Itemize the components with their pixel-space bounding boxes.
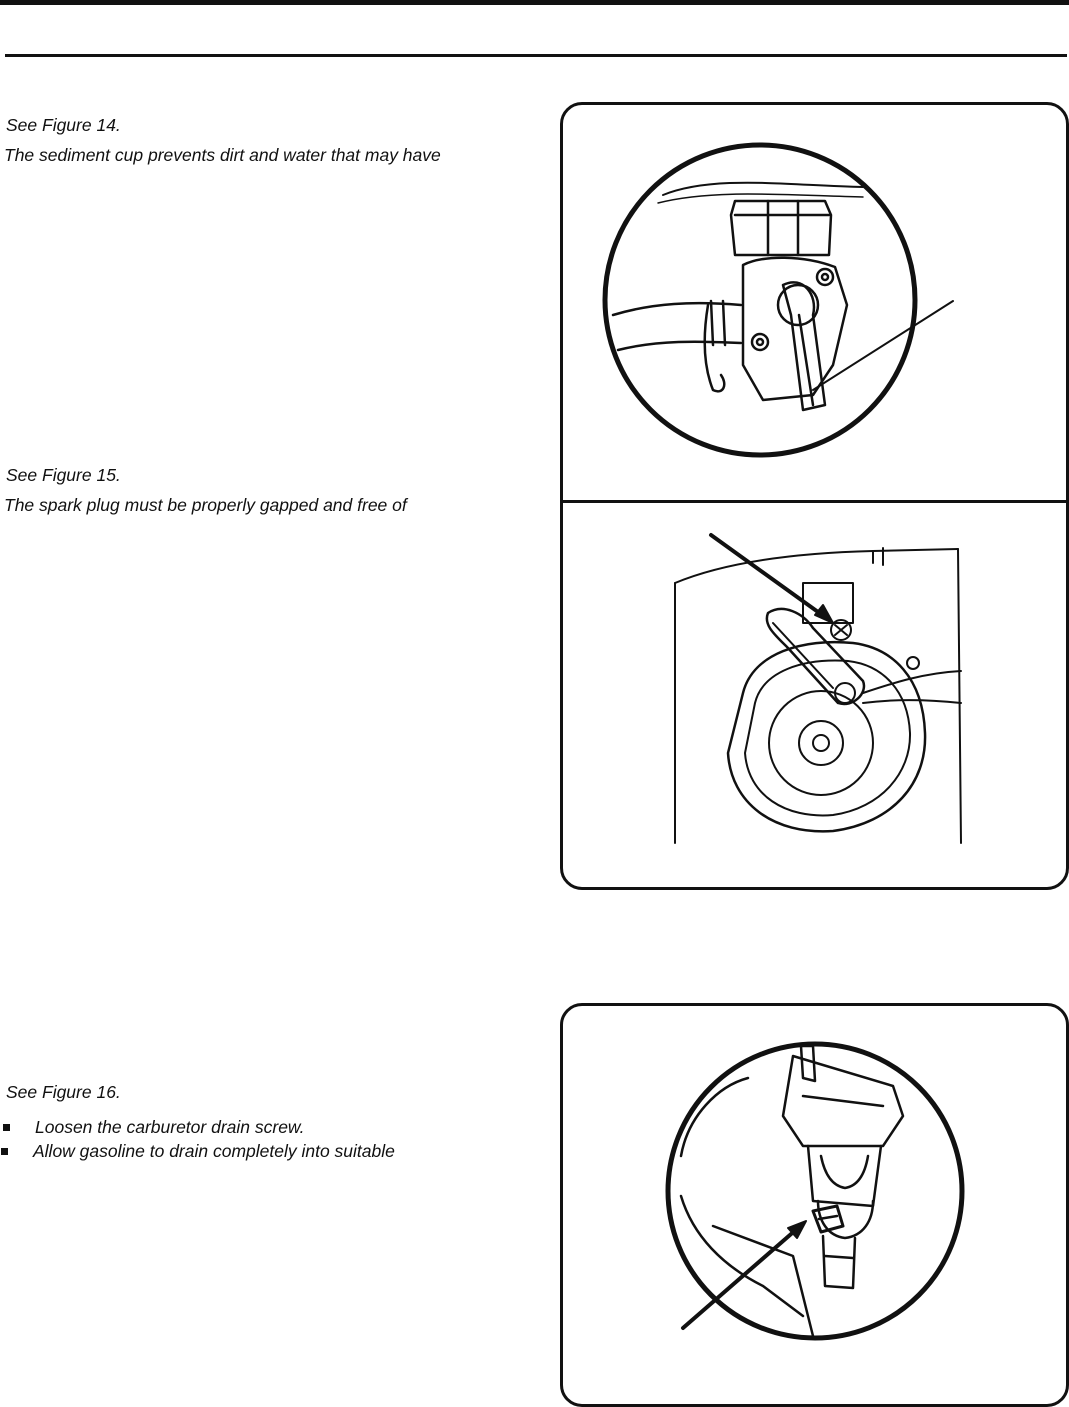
- bullet-marker: [3, 1124, 10, 1131]
- figure-panel-16: [560, 1003, 1069, 1407]
- header-rule-bottom: [5, 54, 1067, 57]
- sediment-cup-paragraph: The sediment cup prevents dirt and water that may have: [4, 145, 441, 165]
- bullet-item: Loosen the carburetor drain screw.: [35, 1117, 305, 1137]
- spark-plug-illustration: [563, 503, 1066, 890]
- carburetor-drain-screw-illustration: [563, 1006, 1066, 1404]
- spark-plug-paragraph: The spark plug must be properly gapped and free of: [4, 495, 407, 515]
- bullet-marker: [1, 1148, 8, 1155]
- figure-panel-14-15: [560, 102, 1069, 890]
- figure-14-reference: See Figure 14.: [6, 115, 121, 135]
- figure-15-reference: See Figure 15.: [6, 465, 121, 485]
- figure-16-reference: See Figure 16.: [6, 1082, 121, 1102]
- bullet-item: Allow gasoline to drain completely into suitable: [33, 1141, 395, 1161]
- header-rule-top: [0, 0, 1069, 5]
- fuel-valve-sediment-cup-illustration: [563, 105, 1066, 500]
